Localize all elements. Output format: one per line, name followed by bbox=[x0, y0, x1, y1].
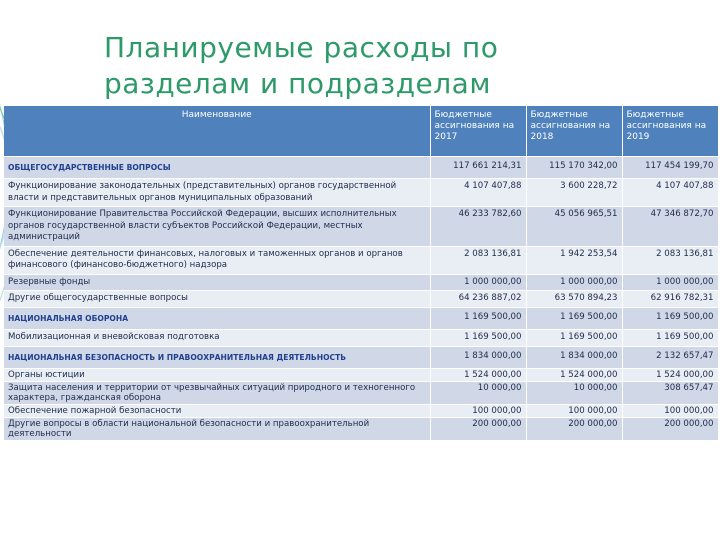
row-value-2017: 1 834 000,00 bbox=[430, 346, 526, 369]
row-name: Обеспечение деятельности финансовых, налоговых и таможенных органов и органов финансового (финансово-бюджетного) надзора bbox=[4, 246, 430, 274]
header-2019: Бюджетные ассигнования на 2019 bbox=[622, 106, 718, 156]
row-value-2017: 46 233 782,60 bbox=[430, 207, 526, 247]
row-name: Обеспечение пожарной безопасности bbox=[4, 405, 430, 418]
row-value-2018: 3 600 228,72 bbox=[526, 179, 622, 207]
row-value-2017: 1 169 500,00 bbox=[430, 330, 526, 347]
row-value-2018: 115 170 342,00 bbox=[526, 156, 622, 179]
row-name: Защита населения и территории от чрезвычайных ситуаций природного и техногенного характера, гражданская оборона bbox=[4, 382, 430, 405]
table-row bbox=[4, 307, 718, 330]
row-name: ОБЩЕГОСУДАРСТВЕННЫЕ ВОПРОСЫ bbox=[4, 156, 430, 179]
row-value-2018: 100 000,00 bbox=[526, 405, 622, 418]
row-value-2019: 62 916 782,31 bbox=[622, 291, 718, 308]
row-value-2019: 100 000,00 bbox=[622, 405, 718, 418]
row-name: Функционирование Правительства Российской Федерации, высших исполнительных органов государственной власти субъектов Российской Федерации, местных администраций bbox=[4, 207, 430, 247]
row-value-2019: 2 083 136,81 bbox=[622, 246, 718, 274]
row-value-2017: 1 000 000,00 bbox=[430, 274, 526, 291]
row-value-2017: 64 236 887,02 bbox=[430, 291, 526, 308]
row-name: НАЦИОНАЛЬНАЯ БЕЗОПАСНОСТЬ И ПРАВООХРАНИТЕЛЬНАЯ ДЕЯТЕЛЬНОСТЬ bbox=[4, 346, 430, 369]
row-value-2018: 1 000 000,00 bbox=[526, 274, 622, 291]
row-value-2018: 200 000,00 bbox=[526, 418, 622, 441]
header-2017: Бюджетные ассигнования на 2017 bbox=[430, 106, 526, 156]
row-value-2019: 2 132 657,47 bbox=[622, 346, 718, 369]
row-value-2019: 308 657,47 bbox=[622, 382, 718, 405]
budget-table bbox=[4, 106, 719, 440]
row-value-2017: 100 000,00 bbox=[430, 405, 526, 418]
row-name: Органы юстиции bbox=[4, 369, 430, 382]
row-value-2018: 63 570 894,23 bbox=[526, 291, 622, 308]
row-value-2018: 1 524 000,00 bbox=[526, 369, 622, 382]
table-row bbox=[4, 330, 718, 347]
row-value-2018: 1 834 000,00 bbox=[526, 346, 622, 369]
table-row bbox=[4, 274, 718, 291]
table-row bbox=[4, 346, 718, 369]
page-title-line-1: Планируемые расходы по bbox=[104, 31, 499, 64]
row-value-2018: 1 169 500,00 bbox=[526, 330, 622, 347]
row-name: Другие общегосударственные вопросы bbox=[4, 291, 430, 308]
row-name: Резервные фонды bbox=[4, 274, 430, 291]
row-value-2019: 47 346 872,70 bbox=[622, 207, 718, 247]
table-row bbox=[4, 179, 718, 207]
page-title-line-2: разделам и подразделам bbox=[104, 67, 491, 100]
row-value-2018: 1 169 500,00 bbox=[526, 307, 622, 330]
row-name: Другие вопросы в области национальной безопасности и правоохранительной деятельности bbox=[4, 418, 430, 441]
table-row bbox=[4, 369, 718, 382]
row-value-2017: 10 000,00 bbox=[430, 382, 526, 405]
row-value-2019: 117 454 199,70 bbox=[622, 156, 718, 179]
row-value-2018: 1 942 253,54 bbox=[526, 246, 622, 274]
row-value-2019: 1 169 500,00 bbox=[622, 307, 718, 330]
row-name: НАЦИОНАЛЬНАЯ ОБОРОНА bbox=[4, 307, 430, 330]
row-value-2017: 200 000,00 bbox=[430, 418, 526, 441]
header-name: Наименование bbox=[4, 106, 430, 156]
row-value-2017: 117 661 214,31 bbox=[430, 156, 526, 179]
row-value-2019: 200 000,00 bbox=[622, 418, 718, 441]
row-value-2019: 4 107 407,88 bbox=[622, 179, 718, 207]
table-row bbox=[4, 382, 718, 405]
table-header-row bbox=[4, 106, 718, 156]
page-title bbox=[104, 30, 704, 102]
table-row bbox=[4, 207, 718, 247]
header-2018: Бюджетные ассигнования на 2018 bbox=[526, 106, 622, 156]
row-value-2019: 1 524 000,00 bbox=[622, 369, 718, 382]
table-row bbox=[4, 405, 718, 418]
row-value-2019: 1 000 000,00 bbox=[622, 274, 718, 291]
table-row bbox=[4, 418, 718, 441]
row-value-2017: 1 169 500,00 bbox=[430, 307, 526, 330]
row-name: Функционирование законодательных (представительных) органов государственной власти и представительных органов муниципальных образований bbox=[4, 179, 430, 207]
row-name: Мобилизационная и вневойсковая подготовка bbox=[4, 330, 430, 347]
row-value-2017: 2 083 136,81 bbox=[430, 246, 526, 274]
row-value-2017: 4 107 407,88 bbox=[430, 179, 526, 207]
table-row bbox=[4, 246, 718, 274]
table-row bbox=[4, 291, 718, 308]
row-value-2018: 10 000,00 bbox=[526, 382, 622, 405]
row-value-2017: 1 524 000,00 bbox=[430, 369, 526, 382]
row-value-2019: 1 169 500,00 bbox=[622, 330, 718, 347]
row-value-2018: 45 056 965,51 bbox=[526, 207, 622, 247]
table-row bbox=[4, 156, 718, 179]
